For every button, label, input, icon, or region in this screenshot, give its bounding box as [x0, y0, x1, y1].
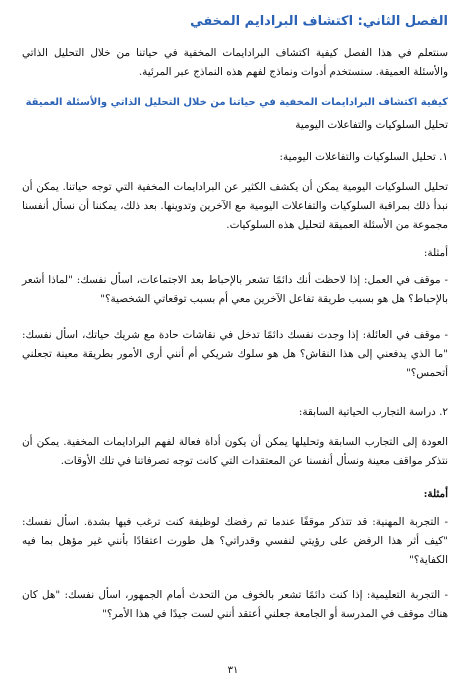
examples-label-2: أمثلة: [423, 488, 448, 500]
page-number: ٣١ [227, 665, 239, 676]
item2-title: ٢. دراسة التجارب الحياتية السابقة: [298, 406, 448, 418]
item2-body: العودة إلى التجارب السابقة وتحليلها يمكن أن يكون أداة فعالة لفهم البرادايمات المخفية. يمكن أن نتذكر مواقف معينة ونسأل أنفسنا عن المعتقدات التي كانت توجه تصرفاتنا في تلك الأوقات. [22, 436, 448, 467]
item1-title: ١. تحليل السلوكيات والتفاعلات اليومية: [279, 151, 448, 163]
item1-body: تحليل السلوكيات اليومية يمكن أن يكشف الكثير عن البرادايمات المخفية التي توجه حياتنا. يمكن أن نبدأ ذلك بمراقبة السلوكيات والتفاعلات اليومية مع الآخرين وتدوينها. بعد ذلك، يمكننا أن نسأل أنفسنا مجموعة من الأسئلة العميقة لتحليل هذه السلوكيات. [22, 181, 448, 231]
intro-paragraph: سنتعلم في هذا الفصل كيفية اكتشاف البرادايمات المخفية في حياتنا من خلال التحليل الذاتي والأسئلة العميقة. سنستخدم أدوات ونماذج لفهم هذه النماذج عبر المرئية. [22, 47, 448, 78]
examples-label-1: أمثلة: [423, 247, 448, 259]
example-work: - موقف في العمل: إذا لاحظت أنك دائمًا تشعر بالإحباط بعد الاجتماعات، اسأل نفسك: "لماذا أشعر بالإحباط؟ هل هو بسبب طريقة تفاعل الآخرين معي أم بسبب توقعاتي الشخصية؟" [22, 274, 448, 305]
example-career: - التجربة المهنية: قد تتذكر موقفًا عندما تم رفضك لوظيفة كنت ترغب فيها بشدة. اسأل نفسك: "كيف أثر هذا الرفض على رؤيتي لنفسي وقدراتي؟ هل طورت اعتقادًا بأنني غير مؤهل بما فيه الكفاية؟" [22, 516, 448, 566]
section-heading: كيفية اكتشاف البرادايمات المخفية في حياتنا من خلال التحليل الذاتي والأسئلة العميقة [25, 97, 448, 108]
example-family: - موقف في العائلة: إذا وجدت نفسك دائمًا تدخل في نقاشات حادة مع شريك حياتك، اسأل نفسك: "ما الذي يدفعني إلى هذا النقاش؟ هل هو سلوك شريكي أم أنني أرى الأمور بطريقة معينة تجعلني أتحمس؟" [22, 329, 448, 379]
chapter-title: الفصل الثاني: اكتشاف البرادايم المخفي [190, 14, 448, 29]
example-education: - التجربة التعليمية: إذا كنت دائمًا تشعر بالخوف من التحدث أمام الجمهور، اسأل نفسك: "هل كان هناك موقف في المدرسة أو الجامعة جعلني أعتقد أنني لست جيدًا في هذا الأمر؟" [22, 589, 448, 620]
subheading: تحليل السلوكيات والتفاعلات اليومية [295, 119, 448, 131]
